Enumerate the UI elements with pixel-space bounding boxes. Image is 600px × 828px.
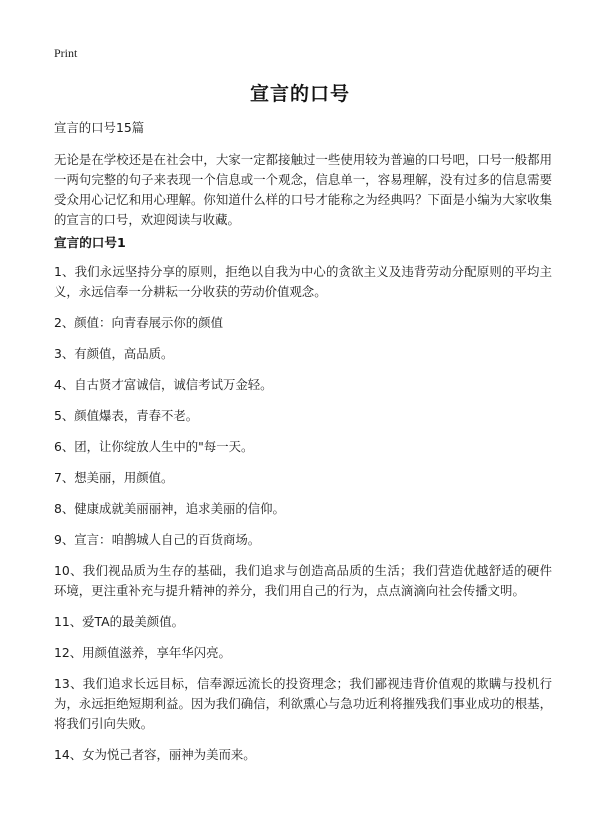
list-item: 13、我们追求长远目标，信奉源远流长的投资理念；我们鄙视违背价值观的欺瞒与投机行为，永远拒绝短期利益。因为我们确信，利欲熏心与急功近利将摧残我们事业成功的根基，将我们引向失败。 bbox=[54, 676, 552, 731]
list-item: 14、女为悦己者容，丽神为美而来。 bbox=[54, 747, 256, 762]
list-item: 3、有颜值，高品质。 bbox=[54, 346, 174, 361]
list-item: 2、颜值：向青春展示你的颜值 bbox=[54, 315, 223, 330]
section-heading: 宣言的口号1 bbox=[54, 235, 126, 250]
list-item: 5、颜值爆表，青春不老。 bbox=[54, 408, 199, 423]
print-link[interactable]: Print bbox=[54, 46, 78, 60]
list-item: 1、我们永远坚持分享的原则，拒绝以自我为中心的贪欲主义及违背劳动分配原则的平均主义，永远信奉一分耕耘一分收获的劳动价值观念。 bbox=[54, 264, 552, 299]
list-item: 12、用颜值滋养，享年华闪亮。 bbox=[54, 645, 231, 660]
list-item: 11、爱TA的最美颜值。 bbox=[54, 614, 184, 629]
intro-paragraph: 无论是在学校还是在社会中，大家一定都接触过一些使用较为普遍的口号吧，口号一般都用一两句完整的句子来表现一个信息或一个观念，信息单一，容易理解，没有过多的信息需要受众用心记忆和用心理解。你知道什么样的口号才能称之为经典吗？下面是小编为大家收集的宣言的口号，欢迎阅读与收藏。 bbox=[54, 152, 552, 227]
slogan-list bbox=[54, 262, 552, 776]
document-subtitle: 宣言的口号15篇 bbox=[54, 120, 145, 135]
list-item: 7、想美丽，用颜值。 bbox=[54, 470, 174, 485]
list-item: 4、自古贤才富诚信，诚信考试万金轻。 bbox=[54, 377, 273, 392]
page-title: 宣言的口号 bbox=[249, 83, 350, 105]
list-item: 9、宣言：咱鹊城人自己的百货商场。 bbox=[54, 532, 261, 547]
list-item: 8、健康成就美丽丽神，追求美丽的信仰。 bbox=[54, 501, 285, 516]
list-item: 6、团，让你绽放人生中的"每一天。 bbox=[54, 439, 254, 454]
list-item: 10、我们视品质为生存的基础，我们追求与创造高品质的生活；我们营造优越舒适的硬件环境，更注重补充与提升精神的养分，我们用自己的行为，点点滴滴向社会传播文明。 bbox=[54, 563, 552, 598]
